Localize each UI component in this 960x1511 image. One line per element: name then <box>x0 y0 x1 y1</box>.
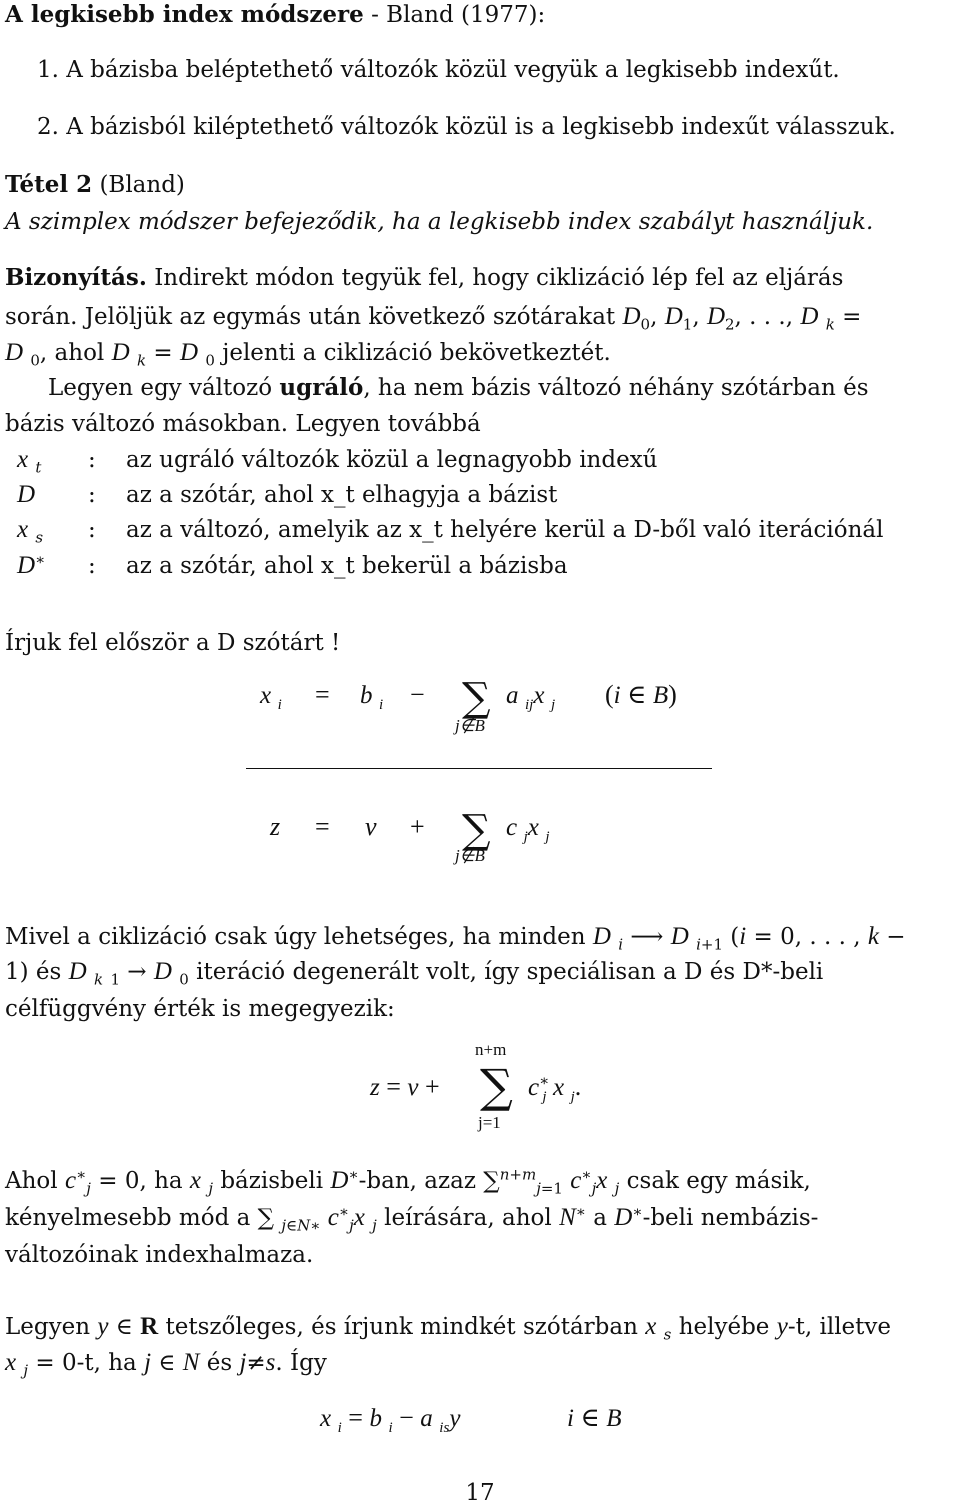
paragraph-text: csak egy másik, <box>626 1168 811 1194</box>
paragraph-text: = 0, ha <box>98 1168 183 1194</box>
list-number: 1. <box>37 57 59 83</box>
paragraph-line <box>48 373 869 403</box>
term-bold: ugráló <box>279 374 364 401</box>
definition-colon: : <box>88 482 96 508</box>
list-text: A bázisba beléptethető változók közül vegyük a legkisebb indexűt. <box>66 57 840 83</box>
paragraph-text: , ha nem bázis változó néhány szótárban és <box>363 375 869 401</box>
proof-text: , ahol <box>39 340 112 366</box>
proof-text: jelenti a ciklizáció bekövetkeztét. <box>214 340 611 366</box>
paragraph-line: bázis változó másokban. Legyen továbbá <box>5 411 481 437</box>
paragraph-text: = 0-t, ha <box>35 1350 137 1376</box>
paragraph-line: Ahol $c^∗_j = 0$, ha x $_j$ bázisbeli D∗-ban, azaz ∑$^{n+m}_{j=1}$ $c^∗_jx$ $_j$ csak egy másik, <box>5 1165 811 1198</box>
paragraph-text: Mivel a ciklizáció csak úgy lehetséges, ha minden <box>5 924 586 950</box>
paragraph-line: Legyen y ∈ R tetszőleges, és írjunk mindkét szótárban x $_s$ helyébe y-t, illetve <box>5 1313 892 1344</box>
sum-lower: j=1 <box>478 1113 501 1132</box>
heading-title: A legkisebb index módszere <box>5 1 364 28</box>
paragraph-text: helyébe <box>678 1314 770 1340</box>
paragraph-text: -ban, azaz <box>358 1168 476 1194</box>
instruction-line: Írjuk fel először a D szótárt ! <box>5 630 341 656</box>
definition-row: D : az a szótár, ahol x_t elhagyja a bázist <box>17 481 558 508</box>
paragraph-text: Legyen <box>5 1314 91 1340</box>
sum-upper: n+m <box>475 1040 507 1059</box>
theorem-source: (Bland) <box>99 172 185 198</box>
proof-text: Indirekt módon tegyük fel, hogy ciklizáció lép fel az eljárás <box>154 265 844 291</box>
paragraph-line: x $_j$ = 0-t, ha j ∈ N és j≠s. Így <box>5 1349 327 1380</box>
paragraph-line: Mivel a ciklizáció csak úgy lehetséges, ha minden D $_i$ ⟶ D $_{i+1}$ (i = 0, . . . , k − <box>5 923 906 954</box>
paragraph-text: . Így <box>275 1350 327 1376</box>
definition-colon: : <box>88 517 96 543</box>
paragraph-text: és <box>206 1350 233 1376</box>
definition-row: x $_s$ : az a változó, amelyik az x_t helyére kerül a D-ből való iterációnál <box>17 516 884 547</box>
paragraph-text: a <box>593 1205 607 1231</box>
paragraph-text: Legyen egy változó <box>48 375 280 401</box>
paragraph-line: 1) és D $_k$ $_1$ → D $_0$ iteráció degenerált volt, így speciálisan a D és D*-beli <box>5 958 824 989</box>
theorem-heading <box>5 170 185 200</box>
equation-divider <box>246 768 712 769</box>
definition-row: D∗ : az a szótár, ahol x_t bekerül a bázisba <box>17 550 568 579</box>
paragraph-text: 1) és <box>5 959 62 985</box>
paragraph-text: bázisbeli <box>220 1168 324 1194</box>
paragraph-text: iteráció degenerált volt, így speciálisan a D és D*-beli <box>196 959 824 985</box>
heading-source: - Bland (1977): <box>363 2 546 28</box>
paragraph-text: leírására, ahol <box>384 1205 552 1231</box>
section-heading <box>5 0 545 30</box>
paragraph-text: -beli nembázis- <box>642 1205 819 1231</box>
definition-text: az a szótár, ahol x_t elhagyja a bázist <box>126 482 558 508</box>
definition-row: x $_t$ : az ugráló változók közül a legnagyobb indexű <box>17 446 658 477</box>
proof-line: D $_0$, ahol D $_k$ = D $_0$ jelenti a ciklizáció bekövetkeztét. <box>5 339 611 370</box>
page-number: 17 <box>465 1480 495 1506</box>
paragraph-text: Ahol <box>5 1168 58 1194</box>
definition-text: az ugráló változók közül a legnagyobb indexű <box>126 447 658 473</box>
definition-text: az a szótár, ahol x_t bekerül a bázisba <box>126 553 568 579</box>
proof-label: Bizonyítás. <box>5 264 147 291</box>
definition-colon: : <box>88 553 96 579</box>
definition-colon: : <box>88 447 96 473</box>
paragraph-text: kényelmesebb mód a <box>5 1205 251 1231</box>
list-item <box>37 55 840 85</box>
proof-line <box>5 263 843 293</box>
paragraph-line: változóinak indexhalmaza. <box>5 1242 314 1268</box>
definition-text: az a változó, amelyik az x_t helyére kerül a D-ből való iterációnál <box>126 517 884 543</box>
paragraph-text: -t, illetve <box>787 1314 892 1340</box>
theorem-statement: A szimplex módszer befejeződik, ha a legkisebb index szabályt használjuk. <box>5 209 874 235</box>
list-text: A bázisból kiléptethető változók közül is a legkisebb indexűt válasszuk. <box>66 114 896 140</box>
paragraph-line: kényelmesebb mód a ∑ $_{j\in N∗}$ $c^∗_jx$ $_j$ leírására, ahol N∗ a D∗-beli nembázis- <box>5 1202 819 1235</box>
list-item <box>37 112 896 142</box>
paragraph-line: célfüggvény érték is megegyezik: <box>5 996 395 1022</box>
theorem-label: Tétel 2 <box>5 171 93 198</box>
list-number: 2. <box>37 114 59 140</box>
proof-text: során. Jelöljük az egymás után következő szótárakat <box>5 304 623 330</box>
paragraph-text: tetszőleges, és írjunk mindkét szótárban <box>165 1314 638 1340</box>
proof-line: során. Jelöljük az egymás után következő szótárakat $D_0$, $D_1$, $D_2$, . . ., D $_k$ = <box>5 303 862 334</box>
